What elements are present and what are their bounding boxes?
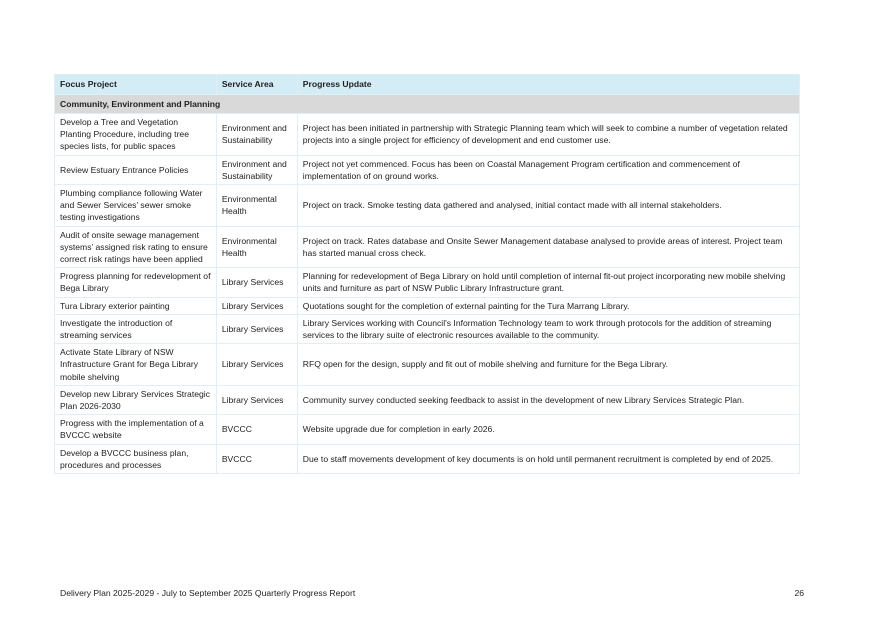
table-row xyxy=(55,314,800,343)
table-row xyxy=(55,185,800,227)
table-row xyxy=(55,268,800,297)
focus-project-cell: Audit of onsite sewage management systems’ assigned risk rating to ensure correct risk ratings have been applied xyxy=(55,226,217,268)
service-area-cell: BVCCC xyxy=(216,415,297,444)
service-area-cell: Environment and Sustainability xyxy=(216,155,297,184)
focus-project-cell: Investigate the introduction of streaming services xyxy=(55,314,217,343)
service-area-cell: BVCCC xyxy=(216,444,297,473)
service-area-cell: Environment and Sustainability xyxy=(216,114,297,156)
progress-update-cell: Quotations sought for the completion of external painting for the Tura Marrang Library. xyxy=(297,297,799,314)
focus-project-cell: Develop a BVCCC business plan, procedures and processes xyxy=(55,444,217,473)
progress-update-cell: Library Services working with Council's Information Technology team to work through protocols for the addition of streaming services to the library suite of electronic resources available to the community. xyxy=(297,314,799,343)
page-number: 26 xyxy=(794,588,804,598)
focus-project-cell: Review Estuary Entrance Policies xyxy=(55,155,217,184)
focus-project-cell: Progress planning for redevelopment of Bega Library xyxy=(55,268,217,297)
focus-project-cell: Develop new Library Services Strategic Plan 2026-2030 xyxy=(55,385,217,414)
table-row xyxy=(55,114,800,156)
service-area-cell: Library Services xyxy=(216,268,297,297)
progress-update-cell: Website upgrade due for completion in early 2026. xyxy=(297,415,799,444)
focus-project-cell: Develop a Tree and Vegetation Planting Procedure, including tree species lists, for public spaces xyxy=(55,114,217,156)
table-header-row xyxy=(55,75,800,95)
table-row xyxy=(55,444,800,473)
progress-update-cell: Community survey conducted seeking feedback to assist in the development of new Library Services Strategic Plan. xyxy=(297,385,799,414)
service-area-cell: Environmental Health xyxy=(216,185,297,227)
progress-update-cell: Project has been initiated in partnership with Strategic Planning team which will seek to combine a number of vegetation related projects into a single project for efficiency of development and end customer use. xyxy=(297,114,799,156)
focus-project-cell: Progress with the implementation of a BVCCC website xyxy=(55,415,217,444)
table-row xyxy=(55,344,800,386)
focus-project-cell: Plumbing compliance following Water and Sewer Services’ sewer smoke testing investigations xyxy=(55,185,217,227)
column-header-progress-update: Progress Update xyxy=(297,75,799,95)
service-area-cell: Library Services xyxy=(216,344,297,386)
service-area-cell: Library Services xyxy=(216,314,297,343)
table-row xyxy=(55,226,800,268)
progress-update-cell: Project on track. Rates database and Onsite Sewer Management database analysed to provide areas of interest. Project team has started manual cross check. xyxy=(297,226,799,268)
progress-update-cell: Due to staff movements development of key documents is on hold until permanent recruitment is completed by end of 2025. xyxy=(297,444,799,473)
progress-table xyxy=(54,74,800,474)
table-row xyxy=(55,155,800,184)
table-row xyxy=(55,385,800,414)
column-header-service-area: Service Area xyxy=(216,75,297,95)
footer-title: Delivery Plan 2025-2029 - July to September 2025 Quarterly Progress Report xyxy=(60,588,356,598)
progress-update-cell: RFQ open for the design, supply and fit out of mobile shelving and furniture for the Bega Library. xyxy=(297,344,799,386)
progress-update-cell: Project on track. Smoke testing data gathered and analysed, initial contact made with all internal stakeholders. xyxy=(297,185,799,227)
service-area-cell: Library Services xyxy=(216,385,297,414)
section-row xyxy=(55,95,800,114)
progress-update-cell: Planning for redevelopment of Bega Library on hold until completion of internal fit-out project incorporating new mobile shelving units and furniture as part of NSW Public Library Infrastructure grant. xyxy=(297,268,799,297)
service-area-cell: Environmental Health xyxy=(216,226,297,268)
table-row xyxy=(55,415,800,444)
column-header-focus-project: Focus Project xyxy=(55,75,217,95)
focus-project-cell: Activate State Library of NSW Infrastructure Grant for Bega Library mobile shelving xyxy=(55,344,217,386)
progress-update-cell: Project not yet commenced. Focus has been on Coastal Management Program certification and commencement of implementation of on ground works. xyxy=(297,155,799,184)
service-area-cell: Library Services xyxy=(216,297,297,314)
focus-project-cell: Tura Library exterior painting xyxy=(55,297,217,314)
section-title: Community, Environment and Planning xyxy=(55,95,800,114)
table-row xyxy=(55,297,800,314)
